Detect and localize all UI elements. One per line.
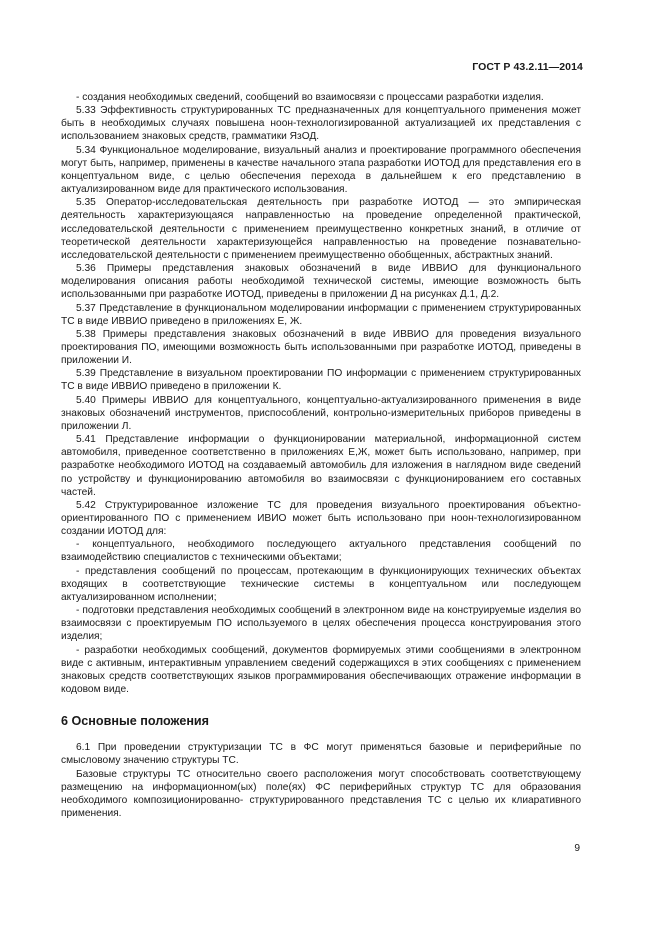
page-number: 9 <box>574 843 580 854</box>
paragraph-5-34: 5.34 Функциональное моделирование, визуальный анализ и проектирование программного обеспечения могут быть, например, применены в качестве начального этапа разработки ИОТОД для представления его в концептуальном виде, с целью обеспечения перехода в дальнейшем к его представлению в актуализированном виде для практического использования. <box>61 144 581 196</box>
document-body <box>61 91 581 820</box>
paragraph-5-35: 5.35 Оператор-исследовательская деятельность при разработке ИОТОД — это эмпирическая деятельность характеризующаяся направленностью на проведение определенной практической, исследовательской деятельности с применением преимущественно конкретных знаний, в отличие от теоретической деятельности характеризующейся направленностью на проведение познавательно-исследовательской деятельности с применением преимущественно обобщенных, абстрактных знаний. <box>61 197 581 261</box>
paragraph-5-39: 5.39 Представление в визуальном проектировании ПО информации с применением структурированных ТС в виде ИВВИО приведено в приложении К. <box>61 368 581 393</box>
document-code-header: ГОСТ Р 43.2.11—2014 <box>472 61 583 73</box>
paragraph-base-structures: Базовые структуры ТС относительно своего расположения могут способствовать соответствующему размещению на информационном(ых) поле(ях) ФС периферийных структур ТС для образования необходимого композиционированно- структурированного представления ТС с целью их клиаративного применения. <box>61 768 581 819</box>
paragraph-5-42: 5.42 Структурированное изложение ТС для проведения визуального проектирования объектно-ориентированного ПО с применением ИВИО может быть использовано при ноон-технологизированном создании ИОТОД для: <box>61 499 581 538</box>
paragraph-5-33: 5.33 Эффективность структурированных ТС предназначенных для концептуального применения может быть в необходимых случаях повышена ноон-технологизированной актуализацией их представления с использованием знаковых средств, грамматики ЯзОД. <box>61 105 581 143</box>
list-item-process-messages: - представления сообщений по процессам, протекающим в функционирующих технических объектах входящих в соответствующие технические системы в концептуальном или последующем актуализированном исполнении; <box>61 565 581 603</box>
paragraph-5-41: 5.41 Представление информации о функционировании материальной, информационной систем автомобиля, приведенное соответственно в приложениях Е,Ж, может быть использовано, например, при разработке необходимого ИОТОД на создаваемый автомобиль для изложения в наглядном виде сведений по устройству и функционированию автомобиля во взаимосвязи с функционированием его составных частей. <box>61 434 581 498</box>
paragraph-6-1: 6.1 При проведении структуризации ТС в ФС могут применяться базовые и периферийные по смысловому значению структуры ТС. <box>61 742 581 767</box>
paragraph-5-40: 5.40 Примеры ИВВИО для концептуального, концептуально-актуализированного применения в виде знаковых обозначений инструментов, приспособлений, контрольно-измерительных приборов приведены в приложении Л. <box>61 394 581 432</box>
paragraph-5-36: 5.36 Примеры представления знаковых обозначений в виде ИВВИО для функционального моделирования описания работы необходимой технической системы, имеющие возможность быть использованными при разработке ИОТОД, приведены в приложении Д на рисунках Д.1, Д.2. <box>61 263 581 301</box>
list-item-electronic-messages: - подготовки представления необходимых сообщений в электронном виде на конструируемые изделия во взаимосвязи с проектируемым ПО используемого в целях обеспечения процесса конструирования этого изделия; <box>61 605 581 643</box>
list-item-conceptual: - концептуального, необходимого последующего актуального представления сообщений по взаимодействию специалистов с техническими объектами; <box>61 539 581 564</box>
section-title: 6 Основные положения <box>61 714 210 729</box>
paragraph-5-38: 5.38 Примеры представления знаковых обозначений в виде ИВВИО для проведения визуального проектирования ПО, имеющими возможность быть использованными при разработке ИОТОД, приведены в приложении И. <box>61 328 581 367</box>
paragraph-bullet-creation: - создания необходимых сведений, сообщений во взаимосвязи с процессами разработки изделия. <box>76 92 544 103</box>
list-item-document-development: - разработки необходимых сообщений, документов формируемых этими сообщениями в электронном виде с активным, интерактивным управлением сведений содержащихся в этих сообщениях с применением знаковых средств соответствующих языков программирования обеспечивающих отражение информации в кодовом виде. <box>61 644 581 696</box>
paragraph-5-37: 5.37 Представление в функциональном моделировании информации с применением структурированных ТС в виде ИВВИО приведено в приложениях Е, Ж. <box>61 302 581 327</box>
